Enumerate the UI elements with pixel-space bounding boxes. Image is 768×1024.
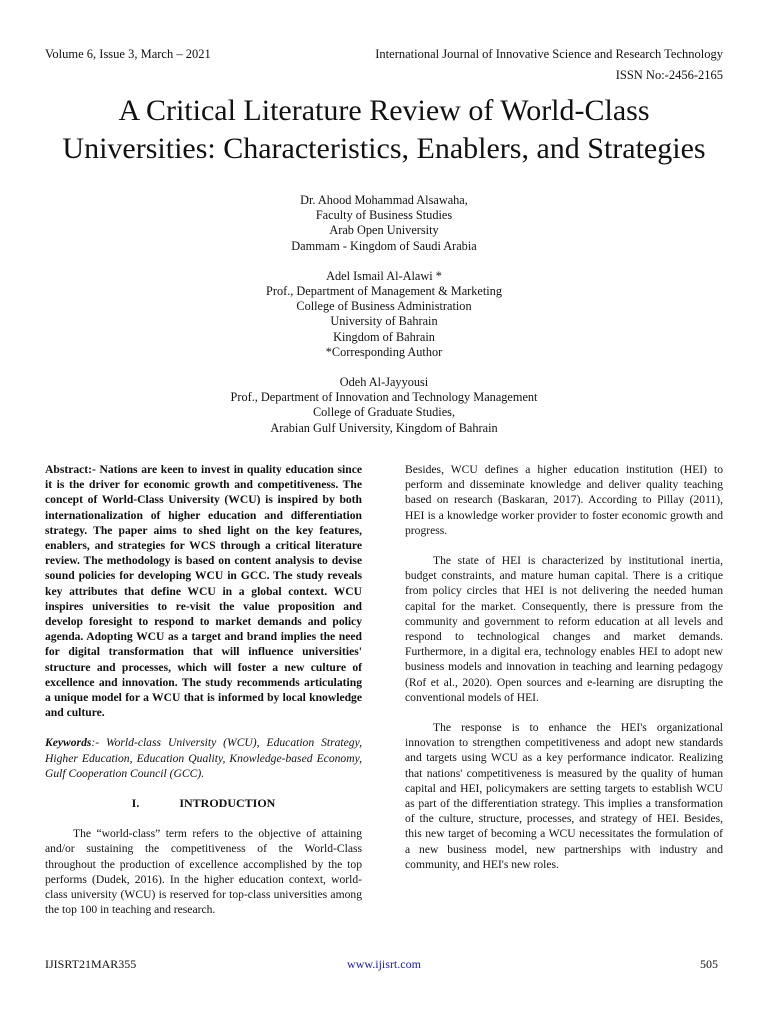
title-line-2: Universities: Characteristics, Enablers, and Strategies (62, 132, 706, 165)
corresponding-author-note: *Corresponding Author (325, 344, 443, 359)
body-paragraph-2: The state of HEI is characterized by institutional inertia, budget constraints, and mature human capital. There is a critique from policy circles that HEI is not delivering the needed human capital for the market. Consequently, there is pressure from the community and government to reform education at all levels and respond to technological changes and market demands. Furthermore, in a digital era, technology enables HEI to adopt new business models and innovation in teaching and learning pedagogy (Rof et al., 2020). Open sources and e-learning are disrupting the conventional models of HEI. (405, 554, 723, 704)
author-2-affil: Prof., Department of Management & Marketing (266, 284, 502, 299)
abstract: Abstract:- Nations are keen to invest in quality education since it is the driver for economic growth and competitiveness. The concept of World-Class University (WCU) is inspired by both internationalization of higher education and differentiation strategy. The paper aims to shed light on the key features, enablers, and strategies for WCS through a critical literature review. The methodology is based on content analysis to devise sound policies for developing WCU in GCC. The study reveals key attributes that define WCU in a global context. WCU inspires universities to re-visit the value proposition and develop foresight to respond to market demands and policy agenda. Adopting WCU as a target and brand implies the need for digital transformation that will influence universities' structure and processes, which will foster a new culture of excellence and innovation. The study recommends articulating a unique model for a WCU that is informed by local knowledge and culture. (45, 463, 362, 720)
author-3-name: Odeh Al-Jayyousi (339, 375, 429, 390)
body-paragraph-1: Besides, WCU defines a higher education institution (HEI) to perform and disseminate knowledge and deliver quality teaching based on research (Baskaran, 2017). According to Pillay (2011), HEI is a knowledge worker provider to foster economic growth and progress. (405, 463, 723, 537)
section-number: I. (131, 796, 140, 811)
author-1 (100, 193, 668, 254)
section-title: INTRODUCTION (179, 796, 276, 811)
author-1-affil: Dammam - Kingdom of Saudi Arabia (291, 238, 477, 253)
author-2-name: Adel Ismail Al-Alawi * (326, 268, 442, 283)
body-paragraph-3: The response is to enhance the HEI's organizational innovation to strengthen competitiveness and adopt new standards and targets using WCU as a key performance indicator. Realizing that nations' competitiveness is measured by the quality of human capital and HEI, policymakers are setting targets to establish WCU as part of the differentiation strategy. This implies a transformation of the culture, structure, processes, and strategy of HEI. Besides, this new target of becoming a WCU necessitates the formulation of a new business model, new partnerships with industry and community, and HEI's new roles. (405, 721, 723, 871)
journal-url-link[interactable]: www.ijisrt.com (347, 957, 421, 971)
paper-title (40, 92, 728, 168)
author-3-affil: College of Graduate Studies, (312, 405, 456, 420)
author-3 (100, 375, 668, 436)
keywords (45, 735, 362, 781)
section-heading-introduction (45, 796, 362, 811)
left-column (45, 462, 362, 917)
author-1-name: Dr. Ahood Mohammad Alsawaha, (300, 193, 468, 207)
journal-name: International Journal of Innovative Science and Research Technology (375, 47, 723, 61)
paper-id: IJISRT21MAR355 (45, 957, 137, 971)
author-3-affil: Prof., Department of Innovation and Technology Management (230, 390, 538, 405)
keywords-text: :- World-class University (WCU), Education Strategy, Higher Education, Education Quality, Knowledge-based Economy, Gulf Cooperation Council (GCC). (45, 736, 362, 780)
author-2 (100, 269, 668, 360)
keywords-label: Keywords (45, 736, 92, 750)
author-1-affil: Arab Open University (329, 223, 439, 238)
issn: ISSN No:-2456-2165 (615, 68, 723, 82)
author-1-affil: Faculty of Business Studies (315, 208, 453, 223)
author-2-affil: University of Bahrain (330, 314, 438, 329)
author-2-affil: Kingdom of Bahrain (333, 329, 435, 344)
intro-paragraph: The “world-class” term refers to the objective of attaining and/or sustaining the competitiveness of the World-Class throughout the production of excellence accomplished by the top performs (Dudek, 2016). In the higher education context, world-class university (WCU) is reserved for top-class universities among the top 100 in teaching and research. (45, 827, 362, 917)
page-number: 505 (700, 957, 718, 971)
author-3-affil: Arabian Gulf University, Kingdom of Bahrain (270, 420, 498, 435)
title-line-1: A Critical Literature Review of World-Class (118, 94, 650, 127)
volume-issue: Volume 6, Issue 3, March – 2021 (45, 47, 211, 61)
right-column (405, 462, 723, 872)
author-2-affil: College of Business Administration (296, 299, 472, 314)
author-list (100, 193, 668, 451)
